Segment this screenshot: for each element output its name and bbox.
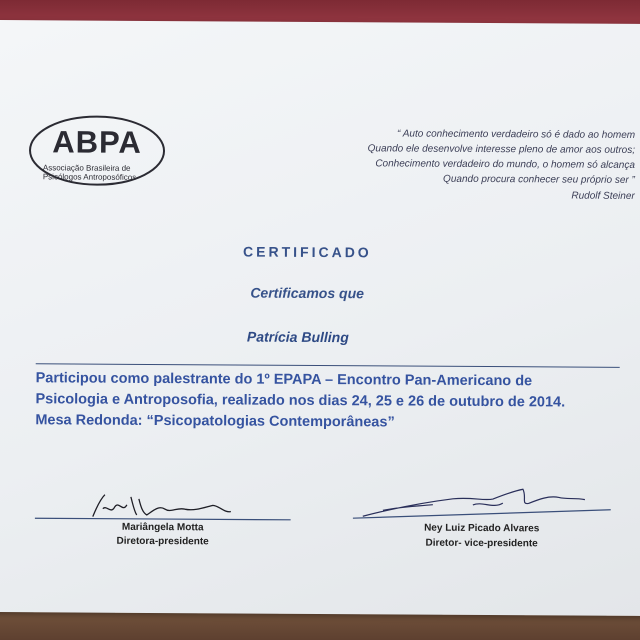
- signature-block-president: [35, 490, 291, 562]
- quote-line: Conhecimento verdadeiro do mundo, o homem só alcança: [375, 158, 635, 171]
- logo-name-line-1: Associação Brasileira de: [42, 163, 131, 173]
- logo-name-line-2: Psicólogos Antroposóficos: [42, 172, 137, 182]
- quote-author: Rudolf Steiner: [571, 190, 635, 202]
- signatory-role: Diretora-presidente: [116, 535, 209, 548]
- logo-subtitle: [43, 163, 159, 182]
- certificate-subtitle: Certificamos que: [250, 284, 364, 302]
- quote-line: Quando ele desenvolve interesse pleno de amor aos outros;: [367, 143, 636, 156]
- certificate-paper: [0, 20, 640, 616]
- steiner-quote: [335, 126, 635, 204]
- quote-line: Quando procura conhecer seu próprio ser ”: [443, 173, 635, 186]
- signature-block-vice-president: [353, 484, 611, 564]
- recipient-underline: [36, 363, 620, 368]
- signatory-role: Diretor- vice-presidente: [425, 537, 538, 550]
- signature-scribble-icon: [353, 484, 611, 524]
- logo-abbreviation: ABPA: [52, 124, 142, 160]
- signature-scribble-icon: [35, 490, 291, 524]
- body-line: Psicologia e Antroposofia, realizado nos dias 24, 25 e 26 de outubro de 2014.: [35, 391, 566, 411]
- certificate-body: [35, 368, 625, 435]
- signatory-name: Ney Luiz Picado Alvares: [424, 522, 540, 535]
- abpa-logo: [27, 112, 167, 193]
- quote-line: “ Auto conhecimento verdadeiro só é dado ao homem: [396, 128, 636, 141]
- signatory-name: Mariângela Motta: [121, 521, 204, 534]
- body-line: Participou como palestrante do 1º EPAPA – Encontro Pan-Americano de: [35, 370, 533, 390]
- body-line: Mesa Redonda: “Psicopatologias Contemporâneas”: [35, 412, 395, 431]
- certificate-title: CERTIFICADO: [243, 243, 372, 261]
- recipient-name: Patrícia Bulling: [246, 328, 349, 346]
